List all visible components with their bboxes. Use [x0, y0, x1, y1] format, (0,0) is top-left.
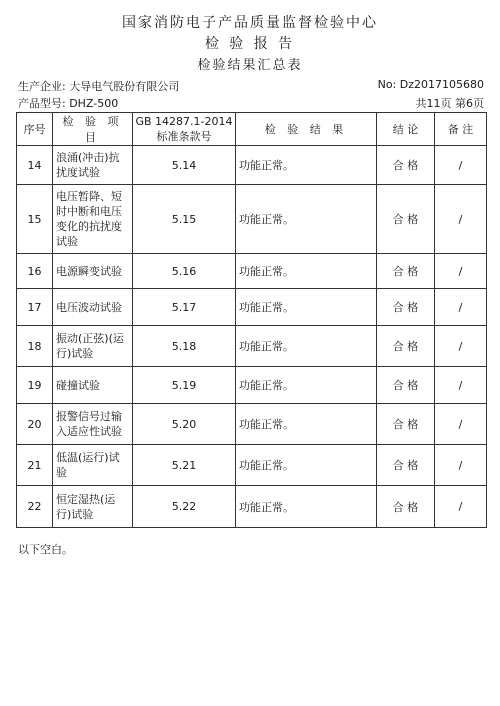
cell-conclusion: 合 格	[377, 367, 435, 404]
cell-conclusion: 合 格	[377, 254, 435, 289]
cell-remark: /	[435, 289, 487, 326]
summary-title: 检验结果汇总表	[197, 58, 303, 73]
cell-standard: 5.16	[133, 254, 236, 289]
cell-item: 浪涌(冲击)抗扰度试验	[53, 146, 133, 185]
cell-conclusion: 合 格	[377, 146, 435, 185]
header-standard-clause: 标准条款号	[156, 129, 212, 143]
cell-conclusion: 合 格	[377, 289, 435, 326]
header-result: 检 验 结 果	[236, 113, 377, 146]
cell-seq: 18	[17, 326, 53, 367]
page-count: 共11页 第6页	[415, 97, 484, 110]
cell-item: 恒定湿热(运行)试验	[53, 486, 133, 528]
cell-conclusion: 合 格	[377, 486, 435, 528]
cell-item: 电压暂降、短时中断和电压变化的抗扰度试验	[53, 185, 133, 254]
cell-item: 报警信号过输入适应性试验	[53, 404, 133, 445]
cell-result: 功能正常。	[236, 326, 377, 367]
cell-item: 电压波动试验	[53, 289, 133, 326]
cell-standard: 5.18	[133, 326, 236, 367]
table-row	[17, 486, 487, 528]
cell-remark: /	[435, 185, 487, 254]
cell-result: 功能正常。	[236, 254, 377, 289]
cell-seq: 21	[17, 445, 53, 486]
cell-seq: 14	[17, 146, 53, 185]
header-item: 检 验 项 目	[53, 113, 133, 146]
issuer-title: 国家消防电子产品质量监督检验中心	[122, 15, 378, 31]
manufacturer: 生产企业: 大导电气股份有限公司	[18, 80, 180, 93]
cell-result: 功能正常。	[236, 404, 377, 445]
cell-standard: 5.19	[133, 367, 236, 404]
table-row	[17, 289, 487, 326]
table-row	[17, 326, 487, 367]
table-header-row	[17, 113, 487, 146]
table-row	[17, 404, 487, 445]
table-row	[17, 254, 487, 289]
cell-seq: 17	[17, 289, 53, 326]
cell-standard: 5.22	[133, 486, 236, 528]
cell-result: 功能正常。	[236, 185, 377, 254]
cell-item: 电源瞬变试验	[53, 254, 133, 289]
cell-remark: /	[435, 146, 487, 185]
cell-conclusion: 合 格	[377, 445, 435, 486]
results-table	[16, 112, 487, 528]
cell-seq: 20	[17, 404, 53, 445]
cell-result: 功能正常。	[236, 289, 377, 326]
table-row	[17, 185, 487, 254]
cell-standard: 5.17	[133, 289, 236, 326]
cell-remark: /	[435, 404, 487, 445]
cell-remark: /	[435, 445, 487, 486]
cell-standard: 5.15	[133, 185, 236, 254]
product-model: 产品型号: DHZ-500	[18, 97, 119, 110]
header-seq: 序号	[17, 113, 53, 146]
cell-conclusion: 合 格	[377, 326, 435, 367]
cell-conclusion: 合 格	[377, 185, 435, 254]
cell-seq: 15	[17, 185, 53, 254]
table-row	[17, 445, 487, 486]
cell-item: 振动(正弦)(运行)试验	[53, 326, 133, 367]
cell-remark: /	[435, 326, 487, 367]
table-row	[17, 146, 487, 185]
cell-standard: 5.14	[133, 146, 236, 185]
cell-result: 功能正常。	[236, 367, 377, 404]
cell-result: 功能正常。	[236, 486, 377, 528]
blank-below-note: 以下空白。	[18, 543, 73, 556]
cell-seq: 19	[17, 367, 53, 404]
cell-seq: 16	[17, 254, 53, 289]
report-number: No: Dz2017105680	[377, 78, 484, 91]
cell-item: 低温(运行)试验	[53, 445, 133, 486]
header-standard	[133, 113, 236, 146]
cell-remark: /	[435, 486, 487, 528]
header-standard-code: GB 14287.1-2014	[135, 114, 233, 128]
cell-result: 功能正常。	[236, 445, 377, 486]
cell-seq: 22	[17, 486, 53, 528]
cell-result: 功能正常。	[236, 146, 377, 185]
header-conclusion: 结 论	[377, 113, 435, 146]
cell-standard: 5.20	[133, 404, 236, 445]
cell-remark: /	[435, 254, 487, 289]
header-remark: 备 注	[435, 113, 487, 146]
report-title: 检 验 报 告	[204, 36, 296, 52]
table-row	[17, 367, 487, 404]
cell-item: 碰撞试验	[53, 367, 133, 404]
cell-remark: /	[435, 367, 487, 404]
cell-conclusion: 合 格	[377, 404, 435, 445]
cell-standard: 5.21	[133, 445, 236, 486]
